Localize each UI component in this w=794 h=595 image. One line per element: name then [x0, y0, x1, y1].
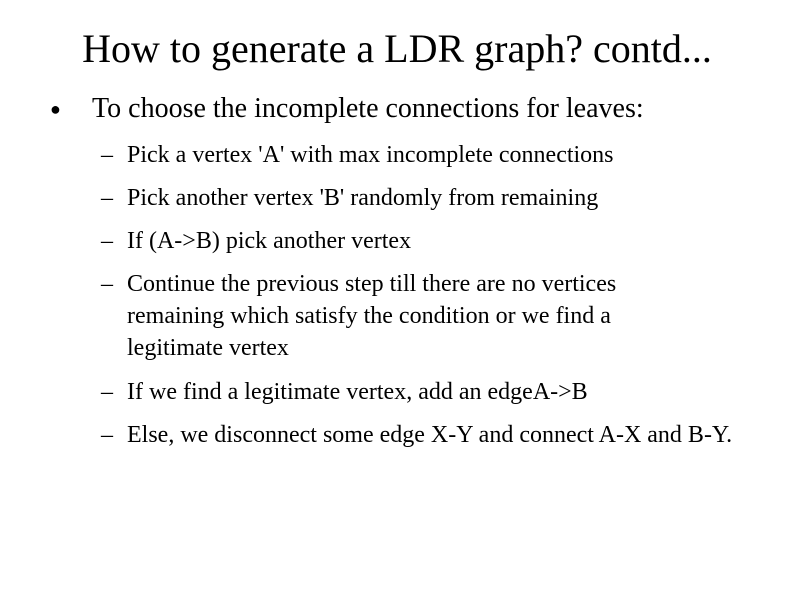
dash-icon: – — [101, 271, 113, 297]
bullet-dot-icon: ● — [50, 99, 61, 119]
sub-bullet-text: If (A->B) pick another vertex — [127, 228, 412, 254]
sub-bullet-text: Pick another vertex 'B' randomly from remaining — [127, 185, 599, 211]
dash-icon: – — [101, 379, 113, 405]
dash-icon: – — [101, 228, 113, 254]
sub-bullet-text: Pick a vertex 'A' with max incomplete connections — [127, 142, 614, 168]
dash-icon: – — [101, 185, 113, 211]
bullet-text: To choose the incomplete connections for leaves: — [92, 93, 644, 124]
dash-icon: – — [101, 142, 113, 168]
sub-bullet-text: Continue the previous step till there are no vertices remaining which satisfy the condition or we find a legitimate vertex — [127, 271, 617, 361]
slide-title: How to generate a LDR graph? contd... — [82, 26, 712, 71]
sub-bullet-text: Else, we disconnect some edge X-Y and connect A-X and B-Y. — [127, 422, 733, 448]
bullet-item — [0, 92, 794, 126]
dash-icon: – — [101, 422, 113, 448]
sub-bullet-text: If we find a legitimate vertex, add an edgeA->B — [127, 379, 588, 405]
